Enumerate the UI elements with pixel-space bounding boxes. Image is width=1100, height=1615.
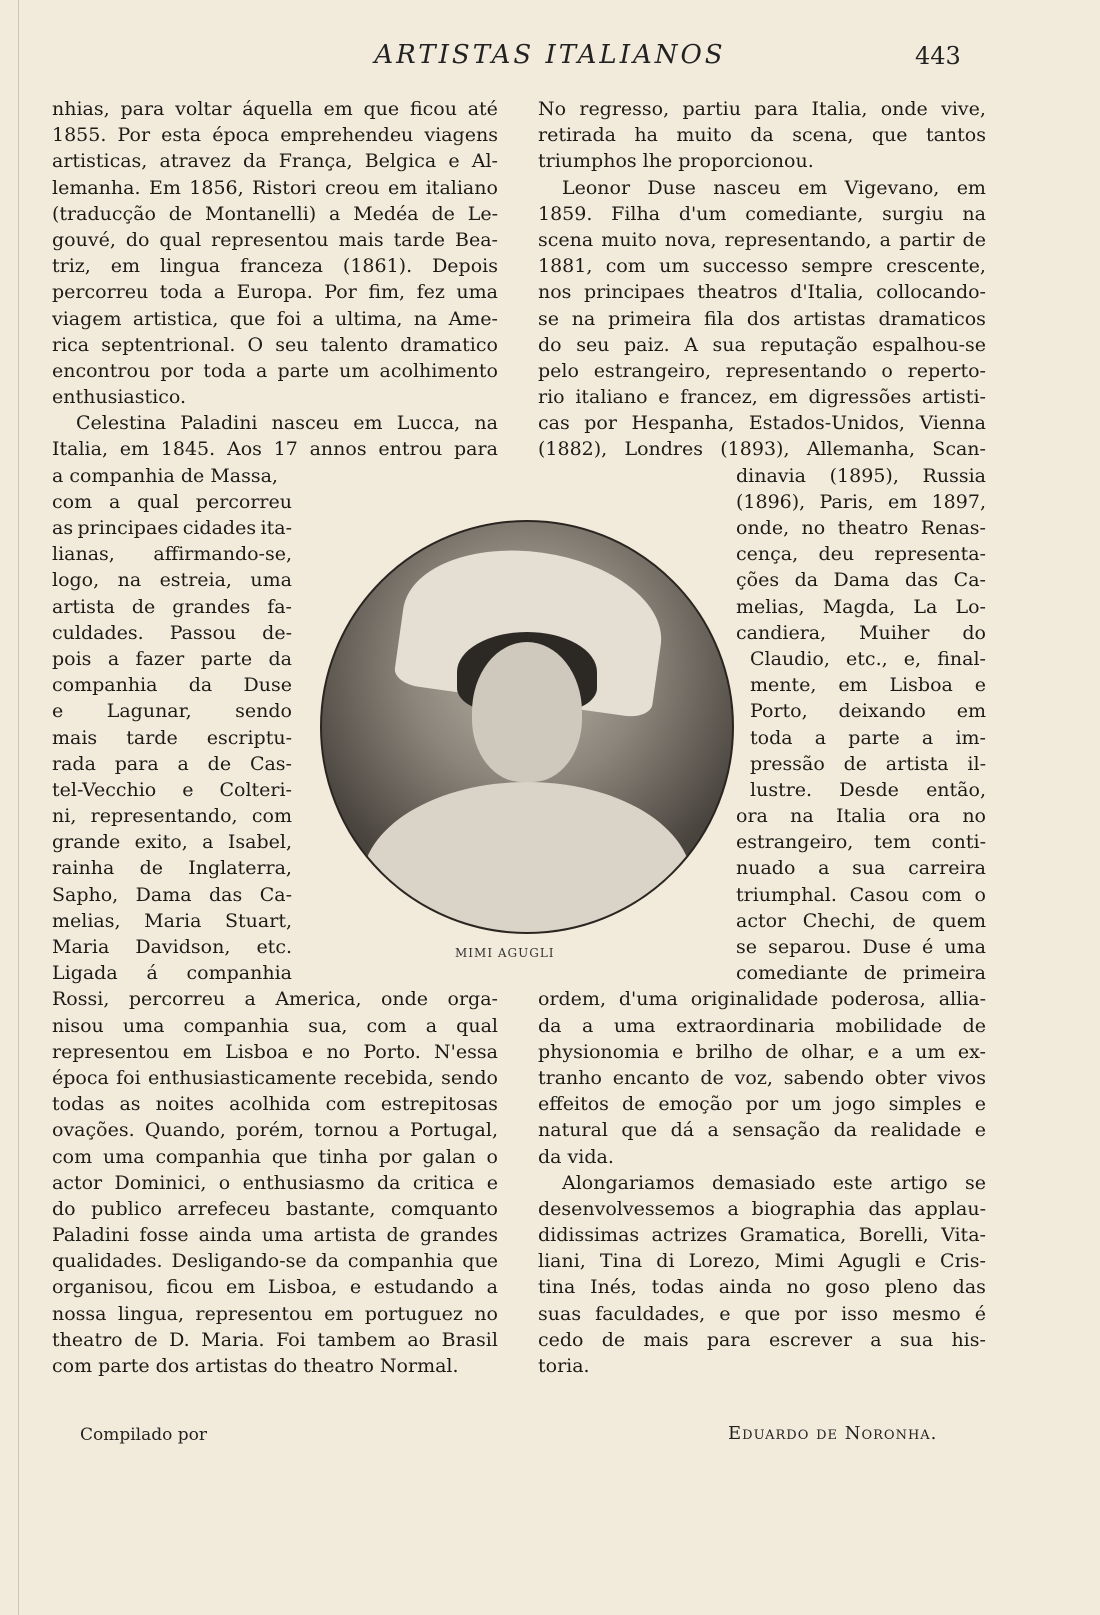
text-line: triumphal. Casou com o bbox=[736, 883, 986, 906]
text-line: tel-Vecchio e Colteri- bbox=[52, 778, 292, 801]
text-line: dinavia (1895), Russia bbox=[736, 464, 986, 487]
text-line: da a uma extraordinaria mobilidade de bbox=[538, 1014, 986, 1037]
text-line: gouvé, do qual representou mais tarde Bea- bbox=[52, 228, 498, 251]
text-line: as principaes cidades ita- bbox=[52, 517, 292, 539]
text-line: pelo estrangeiro, representando o reperto- bbox=[538, 359, 986, 382]
text-line: Maria Davidson, etc. bbox=[52, 936, 292, 958]
text-line: Porto, deixando em bbox=[750, 700, 986, 723]
text-line: a companhia de Massa, bbox=[52, 464, 278, 487]
text-line: No regresso, partiu para Italia, onde vive, bbox=[538, 98, 986, 120]
running-header-title: ARTISTAS ITALIANOS bbox=[374, 40, 726, 70]
text-line: ni, representando, com bbox=[52, 805, 292, 828]
author-signature: Eduardo de Noronha. bbox=[728, 1423, 938, 1444]
text-line: e Lagunar, sendo bbox=[52, 700, 292, 723]
text-line: todas as noites acolhida com estrepitosas bbox=[52, 1093, 498, 1116]
text-line: Alongariamos demasiado este artigo se bbox=[562, 1171, 986, 1194]
text-line: tina Inés, todas ainda no goso pleno das bbox=[538, 1276, 986, 1299]
text-line: artista de grandes fa- bbox=[52, 595, 292, 618]
text-line: pois a fazer parte da bbox=[52, 647, 292, 670]
text-line: toda a parte a im- bbox=[750, 726, 986, 749]
text-line: Paladini fosse ainda uma artista de grandes bbox=[52, 1224, 498, 1247]
text-line: 1859. Filha d'um comediante, surgiu na bbox=[538, 202, 986, 225]
text-line: (traducção de Montanelli) a Medéa de Le- bbox=[52, 202, 498, 225]
text-line: nos principaes theatros d'Italia, collocando- bbox=[538, 281, 986, 304]
text-line: (1882), Londres (1893), Allemanha, Scan- bbox=[538, 438, 986, 461]
text-line: estrangeiro, tem conti- bbox=[736, 831, 986, 854]
text-line: organisou, ficou em Lisboa, e estudando a bbox=[52, 1276, 498, 1299]
text-line: artisticas, atravez da França, Belgica e Al- bbox=[52, 150, 498, 173]
text-line: viagem artistica, que foi a ultima, na Ame- bbox=[52, 307, 498, 330]
text-line: nossa lingua, representou em portuguez no bbox=[52, 1302, 498, 1325]
text-line: da vida. bbox=[538, 1145, 614, 1168]
text-line: actor Dominici, o enthusiasmo da critica e bbox=[52, 1171, 498, 1194]
text-line: Rossi, percorreu a America, onde orga- bbox=[52, 988, 498, 1011]
text-line: mente, em Lisboa e bbox=[750, 674, 986, 697]
text-line: Sapho, Dama das Ca- bbox=[52, 883, 292, 906]
text-line: suas faculdades, e que por isso mesmo é bbox=[538, 1302, 986, 1325]
text-line: melias, Magda, La Lo- bbox=[736, 595, 986, 618]
text-line: comediante de primeira bbox=[736, 962, 986, 985]
text-line: cença, deu representa- bbox=[736, 543, 986, 566]
text-line: natural que dá a sensação da realidade e bbox=[538, 1119, 986, 1142]
text-line: lustre. Desde então, bbox=[750, 778, 986, 801]
text-line: triumphos lhe proporcionou. bbox=[538, 150, 814, 173]
text-line: desenvolvessemos a biographia das applau- bbox=[538, 1197, 986, 1220]
text-line: representou em Lisboa e no Porto. N'essa bbox=[52, 1040, 498, 1063]
text-line: com parte dos artistas do theatro Normal. bbox=[52, 1355, 459, 1377]
text-line: rada para a de Cas- bbox=[52, 752, 292, 775]
text-line: Celestina Paladini nasceu em Lucca, na bbox=[76, 412, 498, 435]
text-line: rio italiano e francez, em digressões artisti- bbox=[538, 386, 986, 409]
text-line: rainha de Inglaterra, bbox=[52, 857, 292, 880]
text-line: retirada ha muito da scena, que tantos bbox=[538, 124, 986, 147]
text-line: se separou. Duse é uma bbox=[736, 936, 986, 958]
text-line: liani, Tina di Lorezo, Mimi Agugli e Cris- bbox=[538, 1250, 986, 1273]
text-line: percorreu toda a Europa. Por fim, fez uma bbox=[52, 281, 498, 304]
page-number: 443 bbox=[915, 42, 961, 70]
text-line: logo, na estreia, uma bbox=[52, 569, 292, 592]
text-line: (1896), Paris, em 1897, bbox=[736, 490, 986, 513]
text-line: ordem, d'uma originalidade poderosa, allia- bbox=[538, 988, 986, 1011]
photo-caption: MIMI AGUGLI bbox=[455, 946, 555, 960]
text-line: Italia, em 1845. Aos 17 annos entrou para bbox=[52, 438, 498, 461]
compiled-by-label: Compilado por bbox=[80, 1425, 208, 1445]
text-line: qualidades. Desligando-se da companhia que bbox=[52, 1250, 498, 1273]
text-line: nhias, para voltar áquella em que ficou até bbox=[52, 98, 498, 120]
text-line: do publico arrefeceu bastante, comquanto bbox=[52, 1197, 498, 1220]
portrait-face bbox=[472, 642, 582, 782]
text-line: encontrou por toda a parte um acolhimento bbox=[52, 359, 498, 382]
text-line: ora na Italia ora no bbox=[736, 805, 986, 828]
text-line: do seu paiz. A sua reputação espalhou-se bbox=[538, 333, 986, 356]
text-line: scena muito nova, representando, a partir de bbox=[538, 228, 986, 251]
text-line: lemanha. Em 1856, Ristori creou em italiano bbox=[52, 176, 498, 199]
text-line: época foi enthusiasticamente recebida, sendo bbox=[52, 1066, 498, 1089]
text-line: Claudio, etc., e, final- bbox=[750, 647, 986, 670]
text-line: effeitos de emoção por um jogo simples e bbox=[538, 1093, 986, 1116]
text-line: tranho encanto de voz, sabendo obter vivos bbox=[538, 1066, 986, 1089]
text-line: culdades. Passou de- bbox=[52, 621, 292, 644]
text-line: mais tarde escriptu- bbox=[52, 726, 292, 749]
text-line: se na primeira fila dos artistas dramaticos bbox=[538, 307, 986, 330]
text-line: didissimas actrizes Gramatica, Borelli, Vita- bbox=[538, 1224, 986, 1247]
text-line: com a qual percorreu bbox=[52, 490, 292, 513]
text-line: melias, Maria Stuart, bbox=[52, 909, 292, 932]
text-line: physionomia e brilho de olhar, e a um ex- bbox=[538, 1040, 986, 1063]
text-line: triz, em lingua franceza (1861). Depois bbox=[52, 255, 498, 278]
portrait-shoulders bbox=[362, 782, 692, 934]
text-line: Leonor Duse nasceu em Vigevano, em bbox=[562, 176, 986, 199]
text-line: pressão de artista il- bbox=[750, 752, 986, 775]
text-line: cas por Hespanha, Estados-Unidos, Vienna bbox=[538, 412, 986, 435]
text-line: theatro de D. Maria. Foi tambem ao Brasil bbox=[52, 1328, 498, 1351]
text-line: ções da Dama das Ca- bbox=[736, 569, 986, 592]
portrait-photo bbox=[320, 520, 734, 934]
text-line: actor Chechi, de quem bbox=[736, 909, 986, 932]
text-line: com uma companhia que tinha por galan o bbox=[52, 1145, 498, 1168]
text-line: rica septentrional. O seu talento dramatico bbox=[52, 333, 498, 356]
text-line: candiera, Muiher do bbox=[736, 621, 986, 644]
text-line: ovações. Quando, porém, tornou a Portugal, bbox=[52, 1119, 498, 1142]
text-line: toria. bbox=[538, 1355, 590, 1377]
text-line: onde, no theatro Renas- bbox=[736, 517, 986, 539]
text-line: lianas, affirmando-se, bbox=[52, 543, 292, 566]
text-line: enthusiastico. bbox=[52, 386, 186, 409]
page-edge-line bbox=[18, 0, 19, 1615]
text-line: 1855. Por esta época emprehendeu viagens bbox=[52, 124, 498, 147]
text-line: Ligada á companhia bbox=[52, 962, 292, 985]
text-line: nuado a sua carreira bbox=[736, 857, 986, 880]
text-line: nisou uma companhia sua, com a qual bbox=[52, 1014, 498, 1037]
text-line: grande exito, a Isabel, bbox=[52, 831, 292, 854]
text-line: 1881, com um successo sempre crescente, bbox=[538, 255, 986, 278]
text-line: companhia da Duse bbox=[52, 674, 292, 697]
text-line: cedo de mais para escrever a sua his- bbox=[538, 1328, 986, 1351]
